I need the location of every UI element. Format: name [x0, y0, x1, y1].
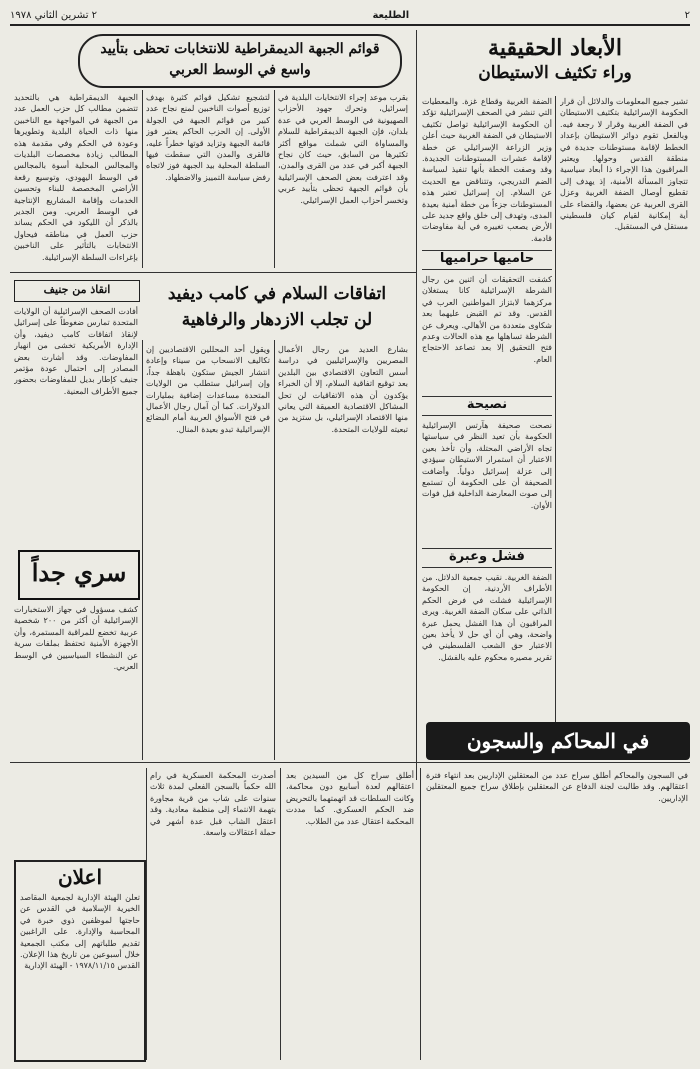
page-number: ٢ [684, 9, 690, 21]
accords-headline-line2: لن تجلب الازدهار والرفاهية [181, 310, 373, 330]
dimensions-headline-line2: وراء تكثيف الاستيطان [478, 63, 632, 83]
advice-body: نصحت صحيفة هآرتس الإسرائيلية الحكومة بأن تعيد النظر في سياستها تجاه الأراضي المحتلة، وأن تأخذ بعين الاعتبار أن استمرار الاستيطان سيؤدي إلى عزلة إسرائيل دولياً. وأضافت الصحيفة أن على الحكومة أن تستمع إلى صوت المعارضة الداخلية قبل فوات الأوان. [422, 421, 552, 510]
notice-label: اعلان [57, 865, 103, 889]
dimensions-headline-box [420, 34, 690, 90]
notice-box [14, 860, 146, 1062]
courts-col-1: أصدرت المحكمة العسكرية في رام الله حكماً بالسجن الفعلي لمدة ثلاث سنوات على شاب من قرية مجاورة بتهمة الانتماء إلى منظمة معادية. وقد اعتقل الشاب قبل عدة أشهر في حملة اعتقالات واسعة. [150, 771, 276, 838]
secret-label: سري جداً [31, 558, 127, 587]
courts-col-2: أطلق سراح كل من السيدين بعد اعتقالهم لعدة أسابيع دون محاكمة، وكانت السلطات قد اتهمتهما بالتحريض ضد الحكم العسكري. كما مددت المحكمة اعتقال عدد من الطلاب. [286, 771, 414, 826]
failure-title: فشل وعبرة [422, 548, 552, 568]
hamehum-body: كشفت التحقيقات أن اثنين من رجال الشرطة الإسرائيلية كانا يستغلان مركزهما لابتزاز المواطنين العرب في القدس. وقد تم القبض عليهما بعد شكاوى متعددة من الأهالي. ويعرف عن الشرطة تساهلها مع هذه الحالات وعدم فتح التحقيق إلا بعد تصاعد الاحتجاج العام. [422, 275, 552, 364]
candidates-headline-box [78, 34, 402, 88]
notice-body: تعلن الهيئة الإدارية لجمعية المقاصد الخيرية الإسلامية في القدس عن حاجتها لموظفين ذوي خبرة في المحاسبة والإدارة. على الراغبين تقديم طلباتهم إلى مكتب الجمعية خلال أسبوعين من تاريخ هذا الإعلان. القدس ١٩٧٨/١١/١٥ - الهيئة الإدارية [20, 893, 140, 971]
failure-body: الضفة الغربية. نقيب جمعية الدلاتل. من الأطراف الأردنية، إن الحكومة الإسرائيلية فشلت في فرض الحكم الذاتي على سكان الضفة الغربية. ويرى المراقبون أن هذا الفشل يحمل عبرة واضحة، وهي أن أي حل لا يأخذ بعين الاعتبار حق الشعب الفلسطيني في تقرير مصيره محكوم عليه بالفشل. [422, 573, 552, 662]
dimensions-col-b: تشير جميع المعلومات والدلائل أن قرار الحكومة الإسرائيلية بتكثيف الاستيطان في الضفة الغربية وقرار لا رجعة فيه. وبالفعل تقوم دوائر الاستيطان بإعداد الخطط لإقامة مستوطنات جديدة في منطقة القدس وحولها. ويعتبر المراقبون هذا الإجراء ذا أبعاد سياسية تتجاوز المسألة الأمنية، إذ يهدف إلى تقطيع أوصال الضفة الغربية وعزل القرى العربية عن بعضها، والقضاء على أية إمكانية لقيام كيان فلسطيني مستقل في المستقبل. [560, 97, 688, 232]
secret-label-box [18, 550, 140, 600]
newspaper-name: الطليعة [372, 9, 410, 21]
dimensions-col-a: الضفة الغربية وقطاع غزة. والمعطيات التي تنشر في الصحف الإسرائيلية تؤكد أن الحكومة الإسرائيلية تواصل تكثيف الاستيطان في الضفة الغربية حيث أعلن وزير الزراعة الإسرائيلي عن خطة لإقامة عشرات المستوطنات الجديدة. وقد وصفت الخطة بأنها تنفيذ لسياسة الضم التدريجي، وتتناقض مع الحديث عن السلام. إن إسرائيل تعتبر هذه المستوطنات جزءاً من خطة أمنية بعيدة المدى، وتهدف إلى خلق واقع جديد على الأرض يصعب تغييره في أية مفاوضات قادمة. [422, 97, 552, 243]
geneva-kicker: انقاذ من جنيف [43, 283, 111, 296]
candidates-headline: قوائم الجبهة الديمقراطية للانتخابات تحظى بتأييد واسع في الوسط العربي [100, 41, 380, 78]
issue-date: ٢ تشرين الثاني ١٩٧٨ [10, 9, 98, 21]
accords-col-2: ويقول أحد المحللين الاقتصاديين إن تكاليف الانسحاب من سيناء وإعادة انتشار الجيش ستكون باهظة جداً، وإن إسرائيل ستطلب من الولايات المتحدة مساعدات إضافية بمليارات الدولارات. كما أن آمال رجال الأعمال في فتح الأسواق العربية أمام البضائع الإسرائيلية تبدو بعيدة المنال. [146, 345, 270, 434]
candidates-col-3: بقرب موعد إجراء الانتخابات البلدية في إسرائيل، وتحرك جهود الأحزاب الصهيونية في الوسط العربي في عدة بلدان، فإن الجبهة الديمقراطية للسلام والمساواة التي شملت مواقع أكثر تكثيرها من السابق، حيث كان نجاح الجبهة أكبر في عدد من القرى والمدن، وقد اعترفت بعض الصحف الإسرائيلية بأن قوائم الجبهة تحظى بتأييد عربي وتخسر أحزاب العمل الإسرائيلي. [278, 93, 408, 205]
candidates-col-2: لتشجيع تشكيل قوائم كثيرة بهدف توزيع أصوات الناخبين لمنع نجاح عدد كبير من قوائم الجبهة في الجولة الأولى. إن الحزب الحاكم يعتبر فوز قائمة الجبهة وتزايد قوتها خطراً عليه، فالقرى والمدن التي سقطت فيها السلطة المحلية بيد الجبهة فوز لاتجاه رفض سياسة التمييز والاضطهاد. [146, 93, 270, 182]
courts-col-3: في السجون والمحاكم أطلق سراح عدد من المعتقلين الإداريين بعد انتهاء فترة اعتقالهم. وقد طالبت لجنة الدفاع عن المعتقلين بإطلاق سراح جميع المعتقلين الإداريين. [426, 771, 688, 803]
hamehum-title: حاميها حراميها [422, 250, 552, 270]
page-header [10, 6, 690, 26]
courts-label: في المحاكم والسجون [466, 729, 650, 753]
advice-title: نصيحة [422, 396, 552, 416]
accords-headline-line1: اتفاقات السلام في كامب ديفيد [167, 284, 387, 304]
accords-col-1: بشارع العديد من رجال الأعمال المصريين والإسرائيليين في دراسة أسس التعاون الاقتصادي بين البلدين بعد توقيع اتفاقية السلام، إلا أن الخبراء يؤكدون أن هذه الاتفاقيات لن تحل المشاكل الاقتصادية العميقة التي يعاني منها الاقتصاد الإسرائيلي، بل ستزيد من تبعيته للولايات المتحدة. [278, 345, 408, 434]
courts-label-box [426, 722, 690, 760]
secret-body: كشف مسؤول في جهاز الاستخبارات الإسرائيلية أن أكثر من ٢٠٠ شخصية عربية تخضع للمراقبة المستمرة، وأن الأجهزة الأمنية تحتفظ بملفات سرية عن النشطاء السياسيين في الوسط العربي. [14, 605, 138, 672]
geneva-kicker-box [14, 280, 140, 302]
candidates-col-1: الجبهة الديمقراطية هي بالتحديد تتضمن مطالب كل حزب العمل عدد من الجبهة في المواجهة مع الناخبين منها ذات الحياة البلدية وتطويرها وعودة في الحكم وفي مقدمة هذه المطالب زيادة مخصصات البلديات والمجالس المحلية أسوة بالمجالس في الوسط اليهودي، وتوسيع رقعة الأراضي المخصصة للبناء وتحسين الخدمات وإقامة المشاريع الإنتاجية في الوسط العربي. ومن الجدير بالذكر أن الليكود في الحكم يساند حزب العمل في مناطقه فيحاول الانتخابات بالتأثير على الناخبين بإغراءات السلطة الإسرائيلية. [14, 93, 138, 262]
dimensions-headline-line1: الأبعاد الحقيقية [488, 35, 622, 61]
geneva-body: أفادت الصحف الإسرائيلية أن الولايات المتحدة تمارس ضغوطاً على إسرائيل لإنقاذ اتفاقات كامب ديفيد، وأن الإدارة الأمريكية تخشى من انهيار المفاوضات. وقد أشارت بعض المصادر إلى احتمال عودة مؤتمر جنيف كإطار بديل للمفاوضات بحضور جميع الأطراف المعنية. [14, 307, 138, 396]
